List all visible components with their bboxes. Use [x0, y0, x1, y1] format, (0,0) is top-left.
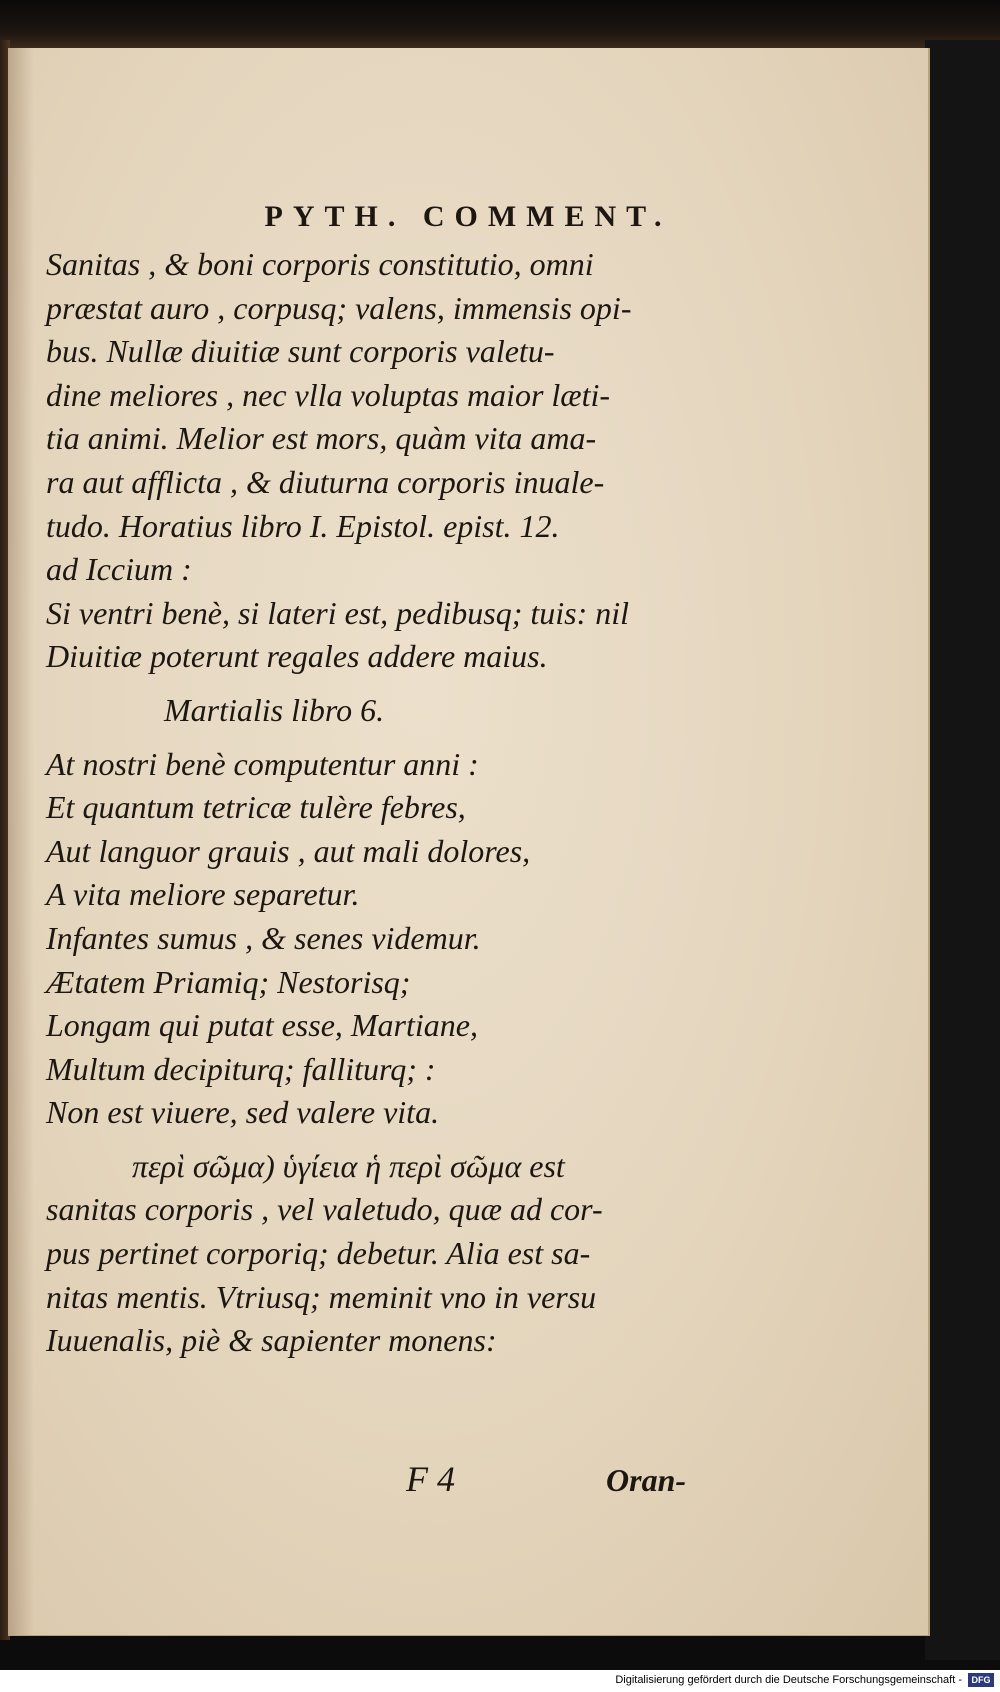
text-line: nitas mentis. Vtriusq; meminit vno in versu [46, 1278, 597, 1315]
text-line: dine meliores , nec vlla voluptas maior læti- [46, 376, 611, 413]
text-line: bus. Nullæ diuitiæ sunt corporis valetu- [46, 333, 555, 370]
verse-line: At nostri benè computentur anni : [46, 745, 479, 782]
dfg-logo: DFG [968, 1673, 994, 1687]
page-footer [8, 1458, 928, 1508]
verse-line: Longam qui putat esse, Martiane, [46, 1007, 478, 1044]
running-head: PYTH. COMMENT. [264, 200, 672, 233]
text-line: ad Iccium : [46, 551, 192, 588]
verse-line: Ætatem Priamiq; Nestorisq; [46, 963, 411, 1000]
verse-line: Non est viuere, sed valere vita. [46, 1094, 440, 1131]
verse-line: Infantes sumus , & senes videmur. [46, 919, 481, 956]
text-line: Iuuenalis, piè & sapienter monens: [46, 1322, 497, 1359]
verse-line: A vita meliore separetur. [46, 876, 360, 913]
paragraph-1 [46, 243, 708, 592]
text-line: tia animi. Melior est mors, quàm vita ama- [46, 420, 597, 457]
spacer [46, 679, 708, 689]
text-line: ra aut afflicta , & diuturna corporis inuale- [46, 463, 605, 500]
catchword: Oran- [606, 1462, 687, 1498]
book-page [8, 48, 930, 1636]
quote-line: Diuitiæ poterunt regales addere maius. [46, 638, 548, 675]
spacer [46, 1135, 708, 1145]
text-line: περὶ σῶμα) ὑγίεια ἡ περὶ σῶμα est [132, 1147, 565, 1184]
martial-heading: Martialis libro 6. [164, 691, 385, 728]
credit-text: Digitalisierung gefördert durch die Deutsche Forschungsgemeinschaft - [615, 1674, 962, 1686]
page-text [46, 243, 708, 1363]
book-cover-edge [925, 40, 1000, 1660]
spacer [46, 733, 708, 743]
martial-verse [46, 743, 708, 1135]
credit-bar [0, 1670, 1000, 1692]
verse-line: Multum decipiturq; falliturq; : [46, 1050, 436, 1087]
signature-mark: F 4 [406, 1459, 455, 1499]
text-line: sanitas corporis , vel valetudo, quæ ad cor- [46, 1191, 603, 1228]
text-line: tudo. Horatius libro I. Epistol. epist. 12. [46, 507, 560, 544]
scan-top-edge [0, 0, 1000, 48]
text-line: Sanitas , & boni corporis constitutio, omni [46, 246, 594, 282]
text-line: præstat auro , corpusq; valens, immensis opi- [46, 289, 632, 326]
quote-line: Si ventri benè, si lateri est, pedibusq; tuis: nil [46, 594, 630, 631]
horace-quote [46, 592, 708, 679]
paragraph-2 [46, 1145, 708, 1363]
verse-line: Aut languor grauis , aut mali dolores, [46, 832, 531, 869]
verse-line: Et quantum tetricæ tulère febres, [46, 789, 466, 826]
text-line: pus pertinet corporiq; debetur. Alia est sa- [46, 1235, 591, 1272]
